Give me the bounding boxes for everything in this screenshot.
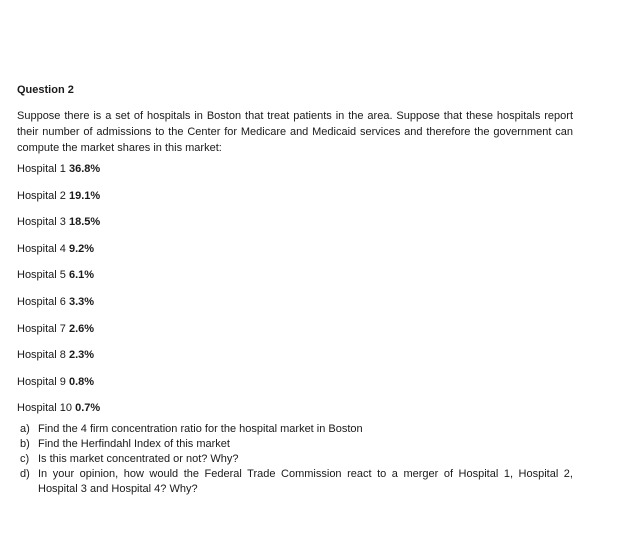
question-document: [17, 84, 573, 497]
hospital-item: [17, 214, 573, 241]
hospital-item: [17, 267, 573, 294]
hospital-item: [17, 161, 573, 188]
hospital-item: [17, 374, 573, 401]
hospital-share: 3.3%: [68, 295, 95, 308]
task-text: Is this market concentrated or not? Why?: [38, 452, 239, 465]
hospital-name: Hospital 8: [17, 349, 66, 362]
task-item: [17, 467, 573, 497]
hospital-item: [17, 188, 573, 215]
task-letter: b): [20, 437, 30, 450]
hospital-share: 36.8%: [68, 163, 101, 175]
hospital-name: Hospital 10: [17, 402, 73, 415]
hospital-name: Hospital 3: [17, 216, 66, 229]
hospital-share: 19.1%: [68, 189, 101, 202]
hospital-item: [17, 321, 573, 348]
hospital-name: Hospital 7: [17, 322, 66, 335]
task-text: Find the 4 firm concentration ratio for the hospital market in Boston: [38, 422, 363, 435]
task-item: [17, 422, 573, 437]
task-letter: c): [20, 452, 30, 465]
hospital-item: [17, 241, 573, 268]
hospital-name: Hospital 5: [17, 269, 66, 282]
hospital-share: 18.5%: [68, 216, 101, 229]
task-text: Find the Herfindahl Index of this market: [38, 437, 230, 450]
hospital-share: 6.1%: [68, 269, 95, 282]
task-letter: d): [20, 467, 30, 480]
hospital-name: Hospital 2: [17, 189, 66, 202]
question-intro: Suppose there is a set of hospitals in Boston that treat patients in the area. Suppose that these hospitals report their number of admissions to the Center for Medicare and Medicaid services and therefore the government can compute the market shares in this market:: [17, 110, 573, 154]
hospital-name: Hospital 4: [17, 242, 66, 255]
hospital-share: 2.3%: [68, 349, 95, 362]
hospital-share: 0.8%: [68, 375, 95, 388]
hospital-name: Hospital 9: [17, 375, 66, 388]
hospital-share: 2.6%: [68, 322, 95, 335]
hospital-name: Hospital 6: [17, 295, 66, 308]
task-text: In your opinion, how would the Federal Trade Commission react to a merger of Hospital 1, Hospital 2, Hospital 3 and Hospital 4? Why?: [38, 467, 573, 495]
hospital-name: Hospital 1: [17, 163, 66, 175]
hospital-share: 0.7%: [75, 402, 101, 415]
hospital-share: 9.2%: [68, 242, 95, 255]
task-list: [17, 422, 573, 497]
hospital-item: [17, 347, 573, 374]
question-title: Question 2: [17, 84, 74, 96]
task-letter: a): [20, 422, 30, 435]
hospital-share-list: [17, 161, 573, 427]
hospital-item: [17, 294, 573, 321]
task-item: [17, 437, 573, 452]
task-item: [17, 452, 573, 467]
